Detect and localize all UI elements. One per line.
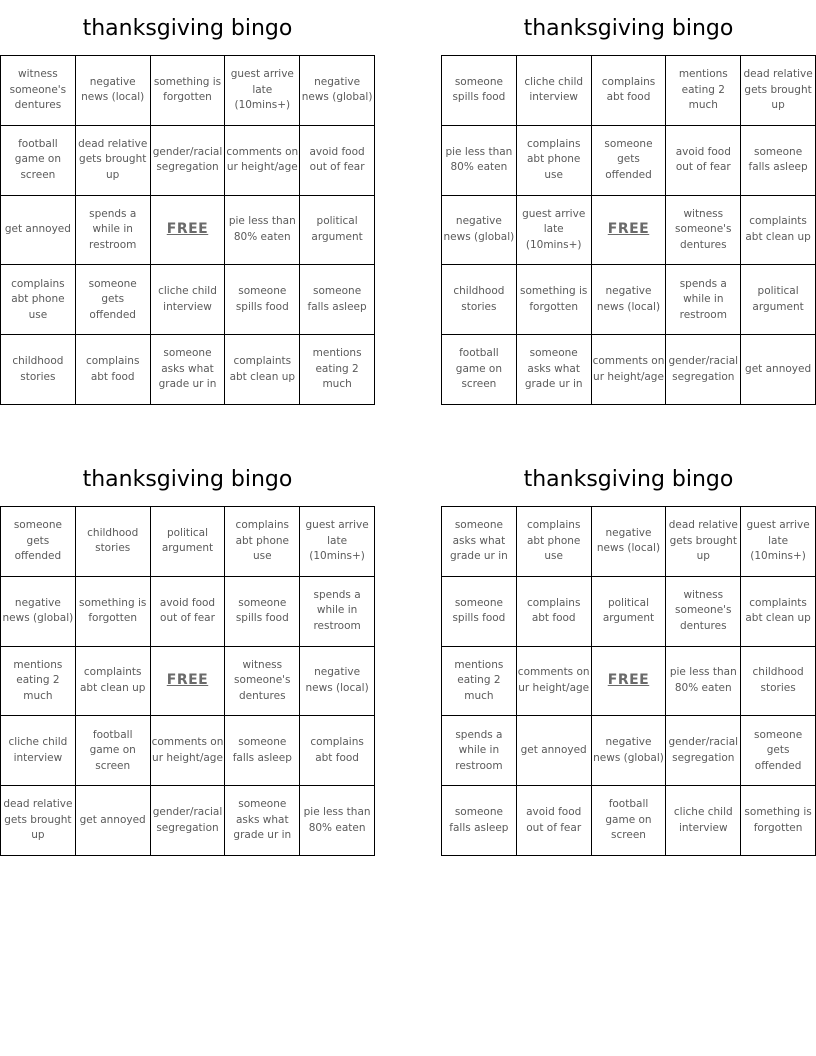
bingo-cell: football game on screen [76,716,151,786]
bingo-cell: complaints abt clean up [76,647,151,717]
card-title: thanksgiving bingo [82,467,293,492]
bingo-cell: avoid food out of fear [666,126,741,196]
bingo-cell: dead relative gets brought up [76,126,151,196]
bingo-cell: mentions eating 2 much [442,647,517,717]
bingo-cell: political argument [151,507,226,577]
bingo-cell: cliche child interview [517,56,592,126]
bingo-cell: complains abt phone use [1,265,76,335]
bingo-cell: get annoyed [1,196,76,266]
bingo-cell: something is forgotten [151,56,226,126]
bingo-cell: avoid food out of fear [151,577,226,647]
bingo-cell: mentions eating 2 much [666,56,741,126]
bingo-cell: pie less than 80% eaten [225,196,300,266]
bingo-cell: negative news (global) [592,716,667,786]
bingo-cell: guest arrive late (10mins+) [225,56,300,126]
bingo-cell: political argument [741,265,816,335]
bingo-cell: gender/racial segregation [666,716,741,786]
bingo-cell: negative news (global) [1,577,76,647]
bingo-cell: comments on ur height/age [517,647,592,717]
bingo-cell: pie less than 80% eaten [442,126,517,196]
bingo-cell: guest arrive late (10mins+) [741,507,816,577]
bingo-cell: get annoyed [741,335,816,405]
bingo-cell: someone falls asleep [225,716,300,786]
bingo-cell: complains abt phone use [517,126,592,196]
bingo-cell: someone asks what grade ur in [151,335,226,405]
bingo-cell: spends a while in restroom [76,196,151,266]
bingo-cell: avoid food out of fear [517,786,592,856]
bingo-card-4 [441,451,816,856]
bingo-cell: something is forgotten [517,265,592,335]
bingo-cell: someone gets offended [76,265,151,335]
card-title: thanksgiving bingo [523,16,734,41]
bingo-card-1 [0,0,375,405]
bingo-grid [0,55,375,405]
bingo-cell: complains abt food [300,716,375,786]
bingo-card-3 [0,451,375,856]
bingo-cell: cliche child interview [666,786,741,856]
bingo-cell: someone spills food [442,56,517,126]
bingo-cell: negative news (local) [592,507,667,577]
bingo-cell: football game on screen [1,126,76,196]
bingo-cell: complains abt food [592,56,667,126]
bingo-card-2 [441,0,816,405]
bingo-cell: complaints abt clean up [225,335,300,405]
bingo-cell: childhood stories [442,265,517,335]
bingo-cell: dead relative gets brought up [666,507,741,577]
bingo-cell: someone gets offended [741,716,816,786]
bingo-cell: dead relative gets brought up [1,786,76,856]
bingo-cell: political argument [592,577,667,647]
bingo-cell: negative news (local) [76,56,151,126]
bingo-cell: comments on ur height/age [225,126,300,196]
bingo-cell: mentions eating 2 much [300,335,375,405]
bingo-cell: childhood stories [741,647,816,717]
bingo-grid [0,506,375,856]
bingo-cell: childhood stories [1,335,76,405]
bingo-cell: cliche child interview [1,716,76,786]
card-title: thanksgiving bingo [82,16,293,41]
free-space-cell: FREE [151,647,226,717]
bingo-cell: dead relative gets brought up [741,56,816,126]
bingo-cell: political argument [300,196,375,266]
bingo-cell: football game on screen [442,335,517,405]
bingo-cell: something is forgotten [76,577,151,647]
bingo-cell: gender/racial segregation [151,126,226,196]
bingo-cell: complaints abt clean up [741,577,816,647]
bingo-cell: gender/racial segregation [151,786,226,856]
free-space-cell: FREE [592,196,667,266]
bingo-grid [441,506,816,856]
bingo-cell: someone falls asleep [741,126,816,196]
bingo-cell: someone falls asleep [442,786,517,856]
bingo-cell: avoid food out of fear [300,126,375,196]
bingo-cell: pie less than 80% eaten [300,786,375,856]
bingo-cell: spends a while in restroom [442,716,517,786]
bingo-cell: complains abt phone use [225,507,300,577]
bingo-cell: witness someone's dentures [225,647,300,717]
bingo-cell: witness someone's dentures [666,196,741,266]
bingo-cell: negative news (global) [442,196,517,266]
card-title: thanksgiving bingo [523,467,734,492]
bingo-cell: negative news (local) [300,647,375,717]
bingo-cell: comments on ur height/age [151,716,226,786]
bingo-cell: spends a while in restroom [300,577,375,647]
bingo-cell: gender/racial segregation [666,335,741,405]
bingo-cell: someone spills food [225,577,300,647]
bingo-cell: witness someone's dentures [1,56,76,126]
bingo-cell: spends a while in restroom [666,265,741,335]
bingo-cell: mentions eating 2 much [1,647,76,717]
bingo-cell: someone gets offended [592,126,667,196]
bingo-cell: comments on ur height/age [592,335,667,405]
bingo-cell: someone falls asleep [300,265,375,335]
bingo-cell: complains abt food [76,335,151,405]
bingo-cell: witness someone's dentures [666,577,741,647]
free-space-cell: FREE [151,196,226,266]
bingo-cell: someone asks what grade ur in [225,786,300,856]
bingo-cell: get annoyed [517,716,592,786]
bingo-cell: football game on screen [592,786,667,856]
bingo-cell: get annoyed [76,786,151,856]
bingo-cell: someone spills food [225,265,300,335]
bingo-cell: negative news (global) [300,56,375,126]
bingo-cell: negative news (local) [592,265,667,335]
bingo-cell: complains abt food [517,577,592,647]
bingo-grid [441,55,816,405]
bingo-cell: childhood stories [76,507,151,577]
free-space-cell: FREE [592,647,667,717]
bingo-cell: guest arrive late (10mins+) [517,196,592,266]
bingo-cell: something is forgotten [741,786,816,856]
bingo-cell: pie less than 80% eaten [666,647,741,717]
bingo-cell: cliche child interview [151,265,226,335]
bingo-cell: someone spills food [442,577,517,647]
bingo-cell: complaints abt clean up [741,196,816,266]
bingo-cell: complains abt phone use [517,507,592,577]
bingo-cell: guest arrive late (10mins+) [300,507,375,577]
bingo-cell: someone asks what grade ur in [442,507,517,577]
bingo-cell: someone gets offended [1,507,76,577]
bingo-cell: someone asks what grade ur in [517,335,592,405]
